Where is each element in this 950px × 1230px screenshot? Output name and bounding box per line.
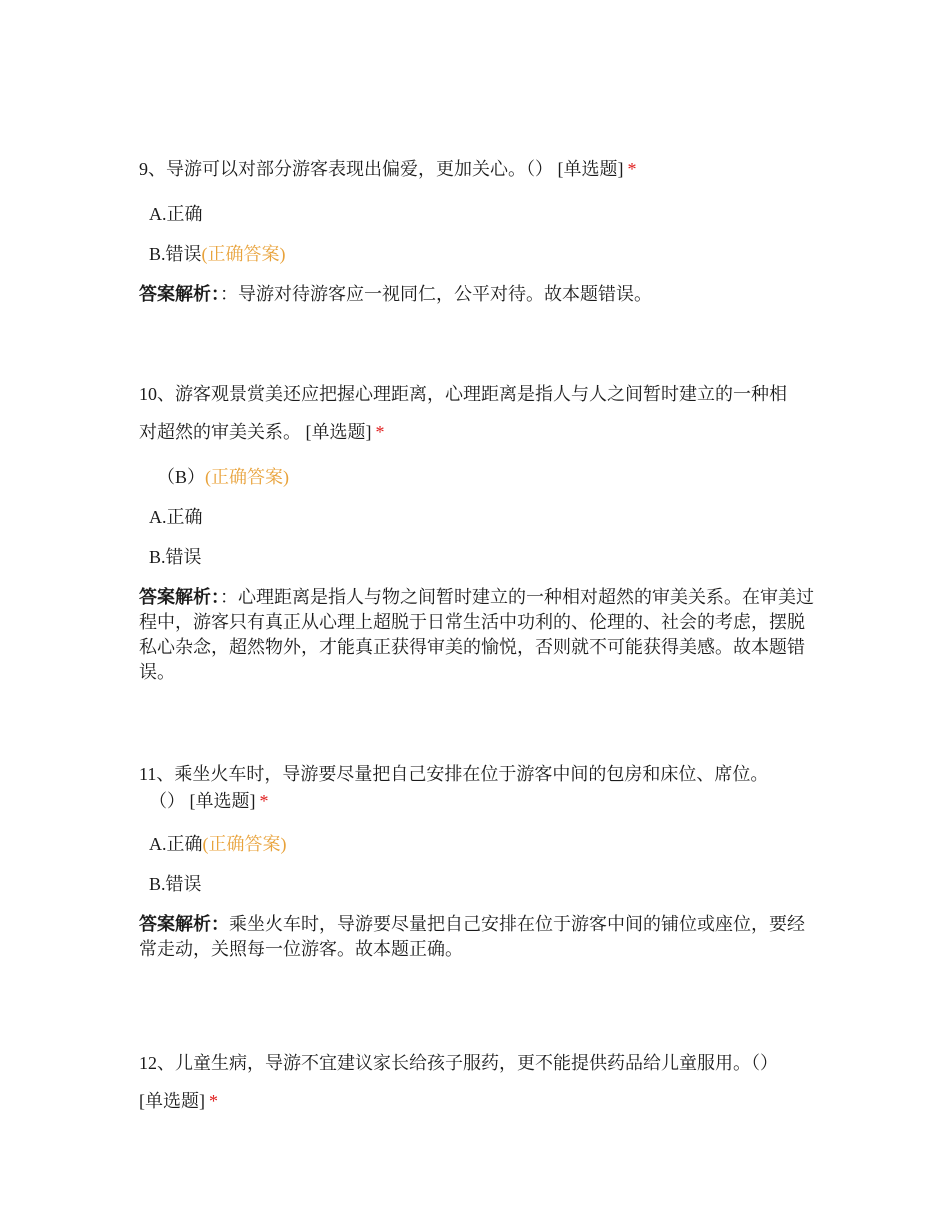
question-text: [单选题] <box>139 1091 205 1111</box>
option-b[interactable] <box>139 545 819 569</box>
question-title-line-1 <box>139 1044 819 1082</box>
analysis-text: ：心理距离是指人与物之间暂时建立的一种相对超然的审美关系。在审美过程中，游客只有真正从心理上超脱于日常生活中功利的、伦理的、社会的考虑，摆脱私心杂念，超然物外，才能真正获得审美的愉悦，否则就不可能获得美感。故本题错误。 <box>139 587 814 682</box>
analysis-label: 答案解析： <box>139 587 220 607</box>
option-label: A.正确 <box>149 834 203 854</box>
question-title <box>139 150 819 188</box>
analysis-text: ：导游对待游客应一视同仁，公平对待。故本题错误。 <box>220 284 652 304</box>
selected-answer <box>139 465 819 489</box>
question-title-line-1 <box>139 375 819 413</box>
question-text: 对超然的审美关系。 [单选题] <box>139 422 372 442</box>
question-9 <box>139 150 819 307</box>
option-a[interactable] <box>139 505 819 529</box>
option-label: B.错误 <box>149 547 202 567</box>
question-text: 9、导游可以对部分游客表现出偏爱，更加关心。（） [单选题] <box>139 159 624 179</box>
option-b[interactable] <box>139 242 819 266</box>
required-star: * <box>259 791 269 811</box>
option-label: B.错误 <box>149 874 202 894</box>
analysis-label: 答案解析： <box>139 284 220 304</box>
answer-prefix: （B） <box>157 467 206 487</box>
question-text: 12、儿童生病，导游不宜建议家长给孩子服药，更不能提供药品给儿童服用。（） <box>139 1053 778 1073</box>
answer-analysis <box>139 912 819 962</box>
question-title-line-2 <box>139 1082 819 1120</box>
required-star: * <box>627 159 637 179</box>
question-12 <box>139 1044 819 1120</box>
option-label: A.正确 <box>149 204 203 224</box>
question-text: 10、游客观景赏美还应把握心理距离，心理距离是指人与人之间暂时建立的一种相 <box>139 384 787 404</box>
correct-answer-tag: (正确答案) <box>202 834 287 854</box>
question-title-line-2 <box>139 786 819 816</box>
option-label: B.错误 <box>149 244 202 264</box>
option-a[interactable] <box>139 202 819 226</box>
analysis-text: 乘坐火车时，导游要尽量把自己安排在位于游客中间的铺位或座位，要经常走动，关照每一位游客。故本题正确。 <box>139 914 805 959</box>
correct-answer-tag: (正确答案) <box>205 467 290 487</box>
option-label: A.正确 <box>149 507 203 527</box>
answer-analysis <box>139 282 819 307</box>
question-text: 11、乘坐火车时，导游要尽量把自己安排在位于游客中间的包房和床位、席位。 <box>139 764 769 784</box>
option-b[interactable] <box>139 872 819 896</box>
answer-analysis <box>139 585 819 685</box>
correct-answer-tag: (正确答案) <box>201 244 286 264</box>
question-text: （） [单选题] <box>149 791 256 811</box>
option-a[interactable] <box>139 832 819 856</box>
required-star: * <box>209 1091 218 1111</box>
question-title-line-1 <box>139 762 819 786</box>
question-11 <box>139 762 819 962</box>
question-10 <box>139 375 819 685</box>
required-star: * <box>375 422 385 442</box>
question-title-line-2 <box>139 413 819 451</box>
analysis-label: 答案解析： <box>139 914 229 934</box>
